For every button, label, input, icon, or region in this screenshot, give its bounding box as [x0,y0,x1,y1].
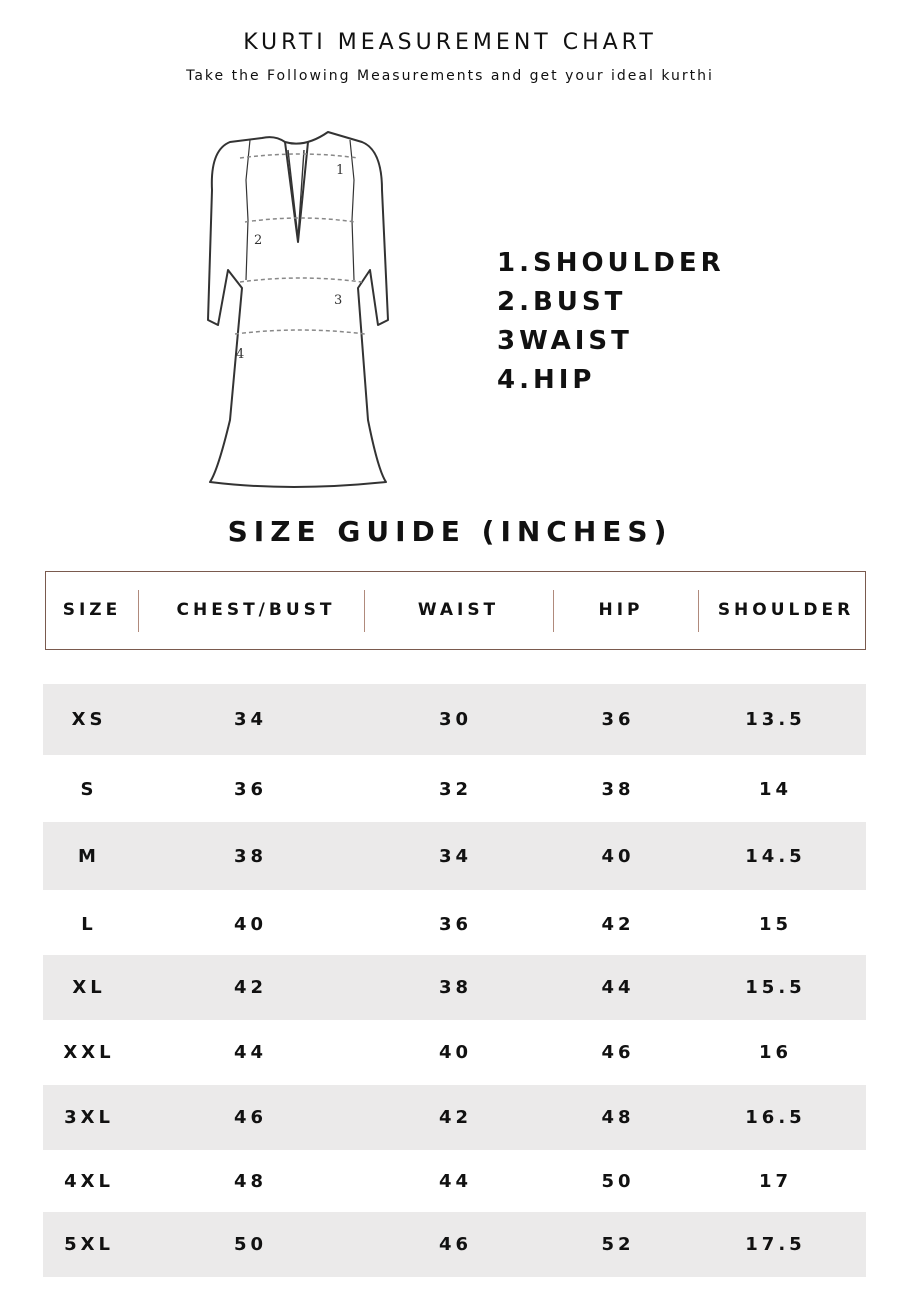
waist-cell: 42 [438,1107,473,1128]
hip-cell: 46 [601,1042,635,1063]
chest-bust-cell: 46 [233,1107,268,1128]
hip-cell: 40 [601,845,635,867]
chest-bust-cell: 38 [233,845,268,867]
waist-cell: 40 [438,1042,473,1063]
shoulder-line [240,154,358,158]
waist-cell: 30 [438,709,473,730]
marker-2: 2 [254,233,263,248]
size-cell: XXL [63,1042,115,1063]
measurement-legend [497,244,725,400]
table-row [43,1085,866,1150]
shoulder-cell: 15 [758,913,793,935]
chest-bust-cell: 48 [233,1170,268,1192]
size-guide-title: SIZE GUIDE (INCHES) [227,515,673,548]
size-cell: L [81,913,97,935]
legend-item-bust: 2.BUST [497,287,627,317]
waist-line [240,278,362,282]
size-cell: XS [71,709,107,730]
size-cell: XL [72,977,106,998]
table-row [43,757,866,822]
hip-cell: 36 [601,709,635,730]
shoulder-cell: 14.5 [745,845,806,867]
chest-bust-cell: 34 [233,709,268,730]
chest-bust-cell: 36 [233,779,268,800]
marker-3: 3 [334,293,343,308]
table-row [43,1212,866,1277]
shoulder-cell: 17.5 [745,1234,806,1255]
shoulder-cell: 14 [758,779,793,800]
table-header [45,571,866,650]
header-divider [553,590,554,632]
hip-line [235,330,365,334]
column-header-hip: HIP [598,600,644,620]
shoulder-cell: 16 [758,1042,793,1063]
table-row [43,822,866,890]
column-header-size: SIZE [62,600,122,620]
marker-1: 1 [336,163,345,178]
hip-cell: 42 [601,913,635,935]
size-cell: 5XL [64,1234,114,1255]
waist-cell: 38 [438,977,473,998]
column-header-waist: WAIST [417,600,500,620]
waist-cell: 34 [438,845,473,867]
hip-cell: 52 [601,1234,635,1255]
kurti-diagram [190,120,410,500]
legend-item-waist: 3WAIST [497,326,633,356]
page-subtitle: Take the Following Measurements and get your ideal kurthi [186,68,714,84]
header-divider [138,590,139,632]
table-row [43,893,866,955]
legend-item-shoulder: 1.SHOULDER [497,248,725,278]
table-row [43,955,866,1020]
size-cell: 3XL [64,1107,114,1128]
waist-cell: 46 [438,1234,473,1255]
shoulder-cell: 17 [758,1170,793,1192]
header-divider [364,590,365,632]
table-row [43,1150,866,1212]
hip-cell: 44 [601,977,635,998]
page-title: KURTI MEASUREMENT CHART [243,30,657,55]
chest-bust-cell: 44 [233,1042,268,1063]
marker-4: 4 [236,347,245,362]
size-cell: S [80,779,98,800]
waist-cell: 32 [438,779,473,800]
column-header-chest-bust: CHEST/BUST [176,600,336,620]
waist-cell: 44 [438,1170,473,1192]
table-row [43,1020,866,1085]
size-cell: M [78,845,100,867]
shoulder-cell: 13.5 [745,709,806,730]
size-cell: 4XL [64,1170,114,1192]
chest-bust-cell: 42 [233,977,268,998]
legend-item-hip: 4.HIP [497,365,596,395]
chest-bust-cell: 50 [233,1234,268,1255]
waist-cell: 36 [438,913,473,935]
hip-cell: 38 [601,779,635,800]
shoulder-cell: 16.5 [745,1107,806,1128]
header-divider [698,590,699,632]
chest-bust-cell: 40 [233,913,268,935]
hip-cell: 50 [601,1170,635,1192]
column-header-shoulder: SHOULDER [717,600,855,620]
shoulder-cell: 15.5 [745,977,806,998]
table-row [43,684,866,755]
hip-cell: 48 [601,1107,635,1128]
